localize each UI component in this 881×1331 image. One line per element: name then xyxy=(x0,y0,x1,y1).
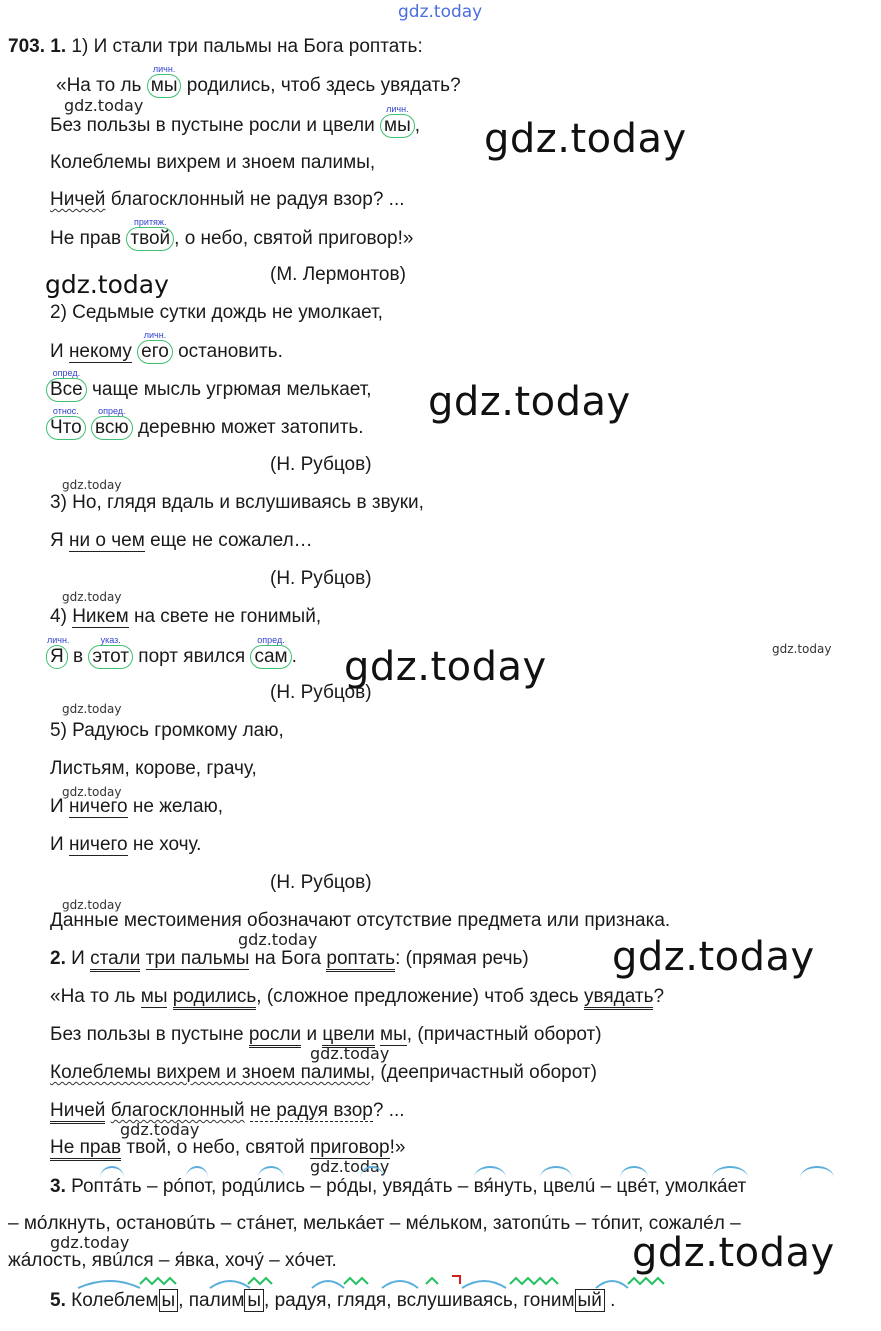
subject: мы xyxy=(380,1024,407,1045)
pronoun-circle xyxy=(250,635,291,669)
text: деревню может затопить. xyxy=(137,417,364,438)
subject: три пальмы xyxy=(145,948,250,969)
poem5-line4 xyxy=(50,834,201,856)
suffix-mark xyxy=(344,1278,368,1284)
pronoun-label: указ. xyxy=(100,635,121,645)
predicate: роптать xyxy=(326,948,395,972)
watermark: gdz.today xyxy=(428,379,631,425)
pronoun: Я xyxy=(50,646,64,667)
text: «На то ль xyxy=(50,986,136,1007)
poem1-line4 xyxy=(50,189,405,211)
conclusion: Данные местоимения обозначают отсутствие предмета или признака. xyxy=(50,910,671,931)
poem2-line3 xyxy=(46,368,372,402)
watermark: gdz.today xyxy=(62,702,122,716)
watermark: gdz.today xyxy=(772,642,832,656)
poem1-line3: Колеблемы вихрем и зноем палимы, xyxy=(50,152,376,173)
watermark: gdz.today xyxy=(344,644,547,690)
author: (Н. Рубцов) xyxy=(270,872,372,893)
text: И xyxy=(50,341,64,362)
author: (М. Лермонтов) xyxy=(270,264,406,285)
part2-line1 xyxy=(50,948,529,970)
text: благосклонный не радуя взор? ... xyxy=(110,189,405,210)
watermark: gdz.today xyxy=(238,930,318,949)
pronoun: ничего xyxy=(68,834,128,855)
part3-line2: – мóлкнуть, остановúть – стáнет, мелькáет – мéльком, затопúть – тóпит, сожалéл – xyxy=(8,1213,741,1234)
text: !» xyxy=(389,1137,406,1158)
text: И xyxy=(50,834,64,855)
subject: приговор xyxy=(310,1137,390,1158)
text: 4) xyxy=(50,606,67,627)
part2-line6 xyxy=(50,1137,405,1159)
part-3-number: 3. xyxy=(50,1176,66,1197)
pronoun-label: притяж. xyxy=(134,217,167,227)
adverbial: не радуя взор xyxy=(249,1100,373,1121)
text: Роптáть – рóпот, родúлись – рóды, увядáть – вя́нуть, цвелú – цвéт, умолкáет xyxy=(71,1176,747,1197)
text: , о небо, святой приговор!» xyxy=(174,228,414,249)
pronoun-label: опред. xyxy=(257,635,285,645)
watermark: gdz.today xyxy=(45,270,169,299)
exercise-number: 703. xyxy=(8,36,45,57)
poem4-line1 xyxy=(50,606,321,628)
text: , (причастный оборот) xyxy=(406,1024,602,1045)
top-watermark: gdz.today xyxy=(398,2,483,22)
text: И xyxy=(71,948,85,969)
suffix-mark xyxy=(140,1278,176,1284)
text: не желаю, xyxy=(132,796,224,817)
pronoun-circle xyxy=(380,104,415,138)
watermark: gdz.today xyxy=(310,1157,390,1176)
text: на свете не гонимый, xyxy=(133,606,322,627)
pronoun: Все xyxy=(50,379,83,400)
root-arc xyxy=(312,1281,344,1288)
poem5-line3 xyxy=(50,796,223,818)
text: Я xyxy=(50,530,64,551)
poem2-line2 xyxy=(50,330,283,364)
poem4-line2 xyxy=(46,635,297,669)
part-5-number: 5. xyxy=(50,1290,66,1311)
watermark: gdz.today xyxy=(120,1120,200,1139)
part-2-number: 2. xyxy=(50,948,66,969)
author: (Н. Рубцов) xyxy=(270,454,372,475)
watermark: gdz.today xyxy=(612,934,815,980)
root-arc xyxy=(462,1281,506,1288)
predicate: росли xyxy=(249,1024,301,1048)
predicate: Не прав xyxy=(50,1137,121,1161)
text: Колеблем xyxy=(71,1290,159,1311)
pronoun-label: опред. xyxy=(52,368,81,378)
text: . xyxy=(291,646,297,667)
part-1-number: 1. xyxy=(50,36,67,57)
text: ? ... xyxy=(372,1100,405,1121)
pronoun: мы xyxy=(384,115,411,136)
watermark: gdz.today xyxy=(62,478,122,492)
predicate: Ничей xyxy=(50,1100,105,1124)
watermark: gdz.today xyxy=(310,1044,390,1063)
pronoun: этот xyxy=(92,646,130,667)
root-arc xyxy=(596,1281,628,1288)
pronoun: некому xyxy=(68,341,132,362)
suffix-mark xyxy=(628,1278,664,1284)
part2-line2 xyxy=(50,986,664,1008)
pronoun-label: опред. xyxy=(98,406,126,416)
watermark: gdz.today xyxy=(62,898,122,912)
definition: благосклонный xyxy=(110,1100,245,1121)
root-arc xyxy=(382,1281,418,1288)
poem2-line4 xyxy=(46,406,364,440)
part2-line4 xyxy=(50,1062,597,1084)
part5-line xyxy=(50,1290,615,1312)
pronoun: твой xyxy=(130,228,171,249)
poem2-line1: 2) Седьмые сутки дождь не умолкает, xyxy=(50,302,383,323)
predicate: увядать xyxy=(584,986,654,1010)
pronoun-circle xyxy=(137,330,173,364)
text: на Бога xyxy=(254,948,322,969)
pronoun-circle xyxy=(46,635,70,669)
text: , xyxy=(414,115,421,136)
poem5-line2: Листьям, корове, грачу, xyxy=(50,758,257,779)
pronoun: ни о чем xyxy=(69,530,145,551)
text: , палим xyxy=(178,1290,245,1311)
poem1-line1 xyxy=(56,64,461,98)
pronoun: Ничей xyxy=(50,189,106,210)
text: : (прямая речь) xyxy=(395,948,529,969)
predicate: цвели xyxy=(322,1024,374,1048)
text: И xyxy=(50,796,64,817)
poem3-line2 xyxy=(50,530,313,552)
morpheme-marks xyxy=(0,1270,881,1292)
text: ? xyxy=(653,986,665,1007)
watermark: gdz.today xyxy=(50,1233,130,1252)
text: Без пользы в пустыне росли и цвели xyxy=(50,115,375,136)
pronoun: мы xyxy=(150,75,178,96)
pronoun-label: личн. xyxy=(143,330,167,340)
poem1-line5 xyxy=(50,217,414,251)
text: , (деепричастный оборот) xyxy=(369,1062,597,1083)
text: родились, чтоб здесь увядать? xyxy=(186,75,461,96)
part2-line5 xyxy=(50,1100,405,1122)
pronoun-circle xyxy=(126,217,174,251)
suffix-mark xyxy=(248,1278,272,1284)
pronoun-circle xyxy=(88,635,133,669)
prefix-mark xyxy=(452,1276,460,1284)
pronoun: ничего xyxy=(68,796,128,817)
root-arc xyxy=(78,1281,140,1288)
pronoun-label: относ. xyxy=(52,406,79,416)
part3-line3: жáлость, явúлся – я́вка, хочý – хóчет. xyxy=(8,1250,337,1271)
text: чаще мысль угрюмая мелькает, xyxy=(92,379,372,400)
pronoun: всю xyxy=(95,417,129,438)
text: и xyxy=(306,1024,318,1045)
suffix-mark xyxy=(426,1278,438,1284)
pronoun: его xyxy=(141,341,169,362)
pronoun-circle xyxy=(147,64,182,98)
watermark: gdz.today xyxy=(62,590,122,604)
participial-phrase: Колеблемы вихрем и зноем палимы xyxy=(50,1062,370,1083)
text: еще не сожалел… xyxy=(150,530,313,551)
suffix-mark xyxy=(510,1278,558,1284)
poem1-intro: 1) И стали три пальмы на Бога роптать: xyxy=(71,36,423,57)
author: (Н. Рубцов) xyxy=(270,682,372,703)
text: в xyxy=(73,646,84,667)
watermark: gdz.today xyxy=(62,785,122,799)
poem5-line1: 5) Радуюсь громкому лаю, xyxy=(50,720,284,741)
watermark: gdz.today xyxy=(632,1230,835,1276)
ending-box: ый xyxy=(575,1289,605,1312)
text: Без пользы в пустыне xyxy=(50,1024,244,1045)
pronoun-circle xyxy=(46,406,86,440)
watermark: gdz.today xyxy=(64,96,144,115)
predicate: стали xyxy=(90,948,140,972)
text: , радуя, глядя, вслушиваясь, гоним xyxy=(264,1290,575,1311)
root-arc xyxy=(800,1166,834,1178)
ending-box: ы xyxy=(159,1289,179,1312)
exercise-header xyxy=(8,36,423,58)
text: , (сложное предложение) чтоб здесь xyxy=(256,986,579,1007)
text: «На то ль xyxy=(56,75,142,96)
text: остановить. xyxy=(178,341,283,362)
part3-line1 xyxy=(50,1176,746,1198)
watermark: gdz.today xyxy=(484,116,687,162)
pronoun-label: личн. xyxy=(386,104,409,114)
pronoun: Никем xyxy=(72,606,129,627)
predicate: родились xyxy=(173,986,257,1010)
text: Не прав xyxy=(50,228,122,249)
subject: мы xyxy=(140,986,168,1007)
ending-box: ы xyxy=(244,1289,264,1312)
pronoun: сам xyxy=(254,646,288,667)
text: . xyxy=(610,1290,616,1311)
pronoun-circle xyxy=(46,368,87,402)
pronoun-label: личн. xyxy=(152,64,176,74)
text: твой, о небо, святой xyxy=(126,1137,305,1158)
root-arc xyxy=(210,1281,250,1288)
author: (Н. Рубцов) xyxy=(270,568,372,589)
text: порт явился xyxy=(138,646,246,667)
poem3-line1: 3) Но, глядя вдаль и вслушиваясь в звуки, xyxy=(50,492,424,513)
text: не хочу. xyxy=(132,834,202,855)
part2-line3 xyxy=(50,1024,602,1046)
pronoun: Что xyxy=(50,417,82,438)
pronoun-label: личн. xyxy=(47,635,70,645)
pronoun-circle xyxy=(91,406,133,440)
